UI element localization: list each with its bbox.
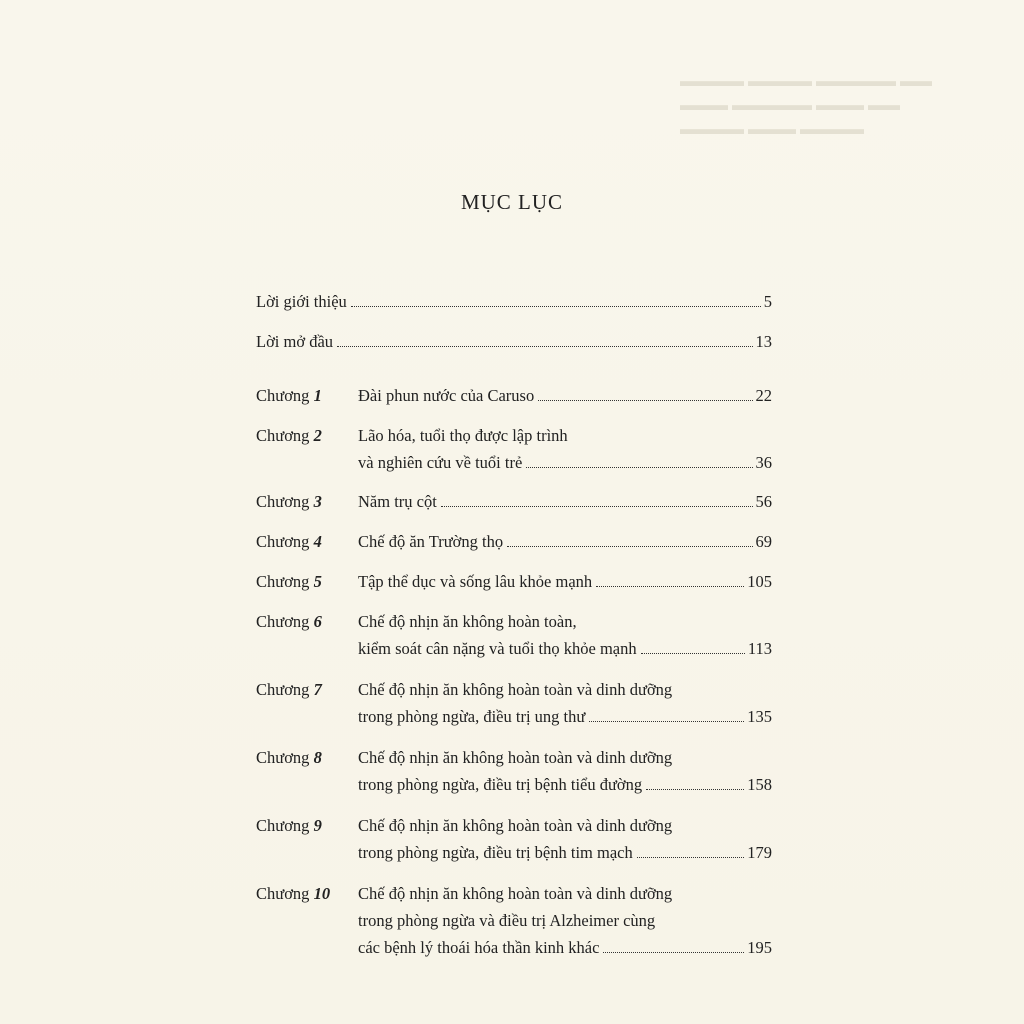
page-number: 22 [755, 386, 772, 405]
page-number: 135 [747, 707, 772, 726]
page-number: 113 [747, 639, 772, 658]
dot-leader [441, 506, 753, 507]
dot-leader [507, 546, 752, 547]
entry-title-line: Lão hóa, tuổi thọ được lập trình [358, 426, 568, 445]
chapter-number: 5 [313, 572, 322, 591]
page-number: 105 [747, 572, 772, 591]
page-number: 195 [747, 938, 772, 957]
chapter-label: Chương 6 [256, 612, 322, 631]
dot-leader [637, 857, 745, 858]
entry-title-line: trong phòng ngừa, điều trị bệnh tim mạch [358, 843, 633, 862]
chapter-number: 6 [313, 612, 322, 631]
page-title: MỤC LỤC [460, 190, 564, 214]
chapter-number: 2 [313, 426, 322, 445]
page-number: 69 [755, 532, 772, 551]
chapter-number: 9 [313, 816, 322, 835]
chapter-number: 4 [313, 532, 322, 551]
dot-leader [603, 952, 744, 953]
entry-title-line: Chế độ nhịn ăn không hoàn toàn và dinh dưỡng [358, 816, 673, 835]
entry-title-line: Lời giới thiệu [256, 292, 347, 311]
entry-title-line: Lời mở đầu [256, 332, 334, 351]
page-number: 36 [755, 453, 772, 472]
bleed-through-text: ▬▬▬▬ ▬▬▬▬ ▬▬▬▬▬ ▬▬ ▬▬▬ ▬▬▬▬▬ ▬▬▬ ▬▬ ▬▬▬▬ ▬▬▬ ▬▬▬▬ [680, 73, 932, 138]
entry-title-line: trong phòng ngừa và điều trị Alzheimer cùng [358, 911, 656, 930]
page-number: 56 [755, 492, 772, 511]
entry-title-line: trong phòng ngừa, điều trị bệnh tiểu đường [358, 775, 643, 794]
dot-leader [646, 789, 744, 790]
entry-title-line: Tập thể dục và sống lâu khỏe mạnh [358, 572, 593, 591]
chapter-label: Chương 1 [256, 386, 322, 405]
page-number: 158 [747, 775, 772, 794]
page-number: 13 [755, 332, 772, 351]
chapter-label: Chương 10 [256, 884, 331, 903]
dot-leader [641, 653, 745, 654]
chapter-number: 8 [313, 748, 322, 767]
chapter-label: Chương 8 [256, 748, 322, 767]
dot-leader [596, 586, 744, 587]
dot-leader [526, 467, 752, 468]
dot-leader [589, 721, 744, 722]
chapter-number: 10 [313, 884, 331, 903]
chapter-label: Chương 5 [256, 572, 322, 591]
entry-title-line: Đài phun nước của Caruso [358, 386, 535, 405]
entry-title-line: Chế độ nhịn ăn không hoàn toàn, [358, 612, 577, 631]
chapter-number: 7 [313, 680, 322, 699]
entry-title-line: Chế độ ăn Trường thọ [358, 532, 504, 551]
chapter-number: 3 [313, 492, 322, 511]
entry-title-line: kiểm soát cân nặng và tuổi thọ khỏe mạnh [358, 639, 637, 658]
chapter-label: Chương 2 [256, 426, 322, 445]
entry-title-line: Chế độ nhịn ăn không hoàn toàn và dinh dưỡng [358, 748, 673, 767]
dot-leader [337, 346, 752, 347]
chapter-number: 1 [313, 386, 322, 405]
dot-leader [538, 400, 752, 401]
dot-leader [351, 306, 761, 307]
entry-title-line: Chế độ nhịn ăn không hoàn toàn và dinh dưỡng [358, 884, 673, 903]
page-number: 179 [747, 843, 772, 862]
chapter-label: Chương 7 [256, 680, 322, 699]
chapter-label: Chương 3 [256, 492, 322, 511]
entry-title-line: và nghiên cứu về tuổi trẻ [358, 453, 523, 472]
entry-title-line: các bệnh lý thoái hóa thần kinh khác [358, 938, 600, 957]
page-number: 5 [763, 292, 772, 311]
chapter-label: Chương 9 [256, 816, 322, 835]
entry-title-line: Năm trụ cột [358, 492, 437, 511]
chapter-label: Chương 4 [256, 532, 322, 551]
entry-title-line: trong phòng ngừa, điều trị ung thư [358, 707, 586, 726]
entry-title-line: Chế độ nhịn ăn không hoàn toàn và dinh dưỡng [358, 680, 673, 699]
